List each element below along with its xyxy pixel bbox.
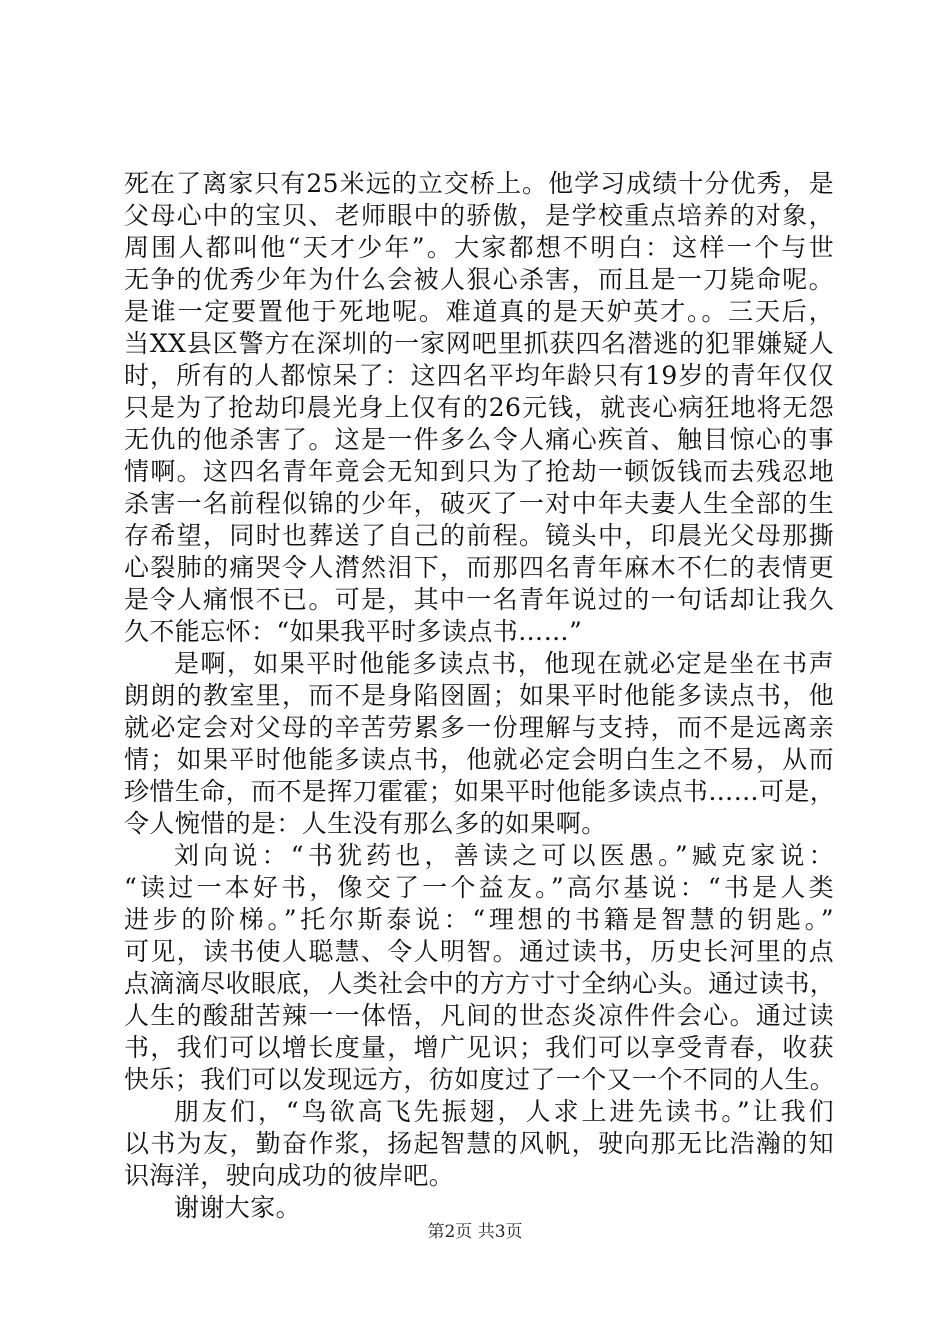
text-line: 点滴滴尽收眼底，人类社会中的方方寸寸全纳心头。通过读书， xyxy=(124,969,836,998)
closing-line: 谢谢大家。 xyxy=(174,1193,302,1222)
text-line: 就必定会对父母的辛苦劳累多一份理解与支持，而不是远离亲 xyxy=(124,713,834,742)
text-line: 可见，读书使人聪慧、令人明智。通过读书，历史长河里的点 xyxy=(124,937,834,966)
text-line: 父母心中的宝贝、老师眼中的骄傲，是学校重点培养的对象， xyxy=(124,201,834,230)
text-line: 无仇的他杀害了。这是一件多么令人痛心疾首、触目惊心的事 xyxy=(124,425,834,454)
page-number-footer: 第2页 共3页 xyxy=(427,1222,523,1242)
paragraph-start-line: 朋友们，“鸟欲高飞先振翅，人求上进先读书。”让我们 xyxy=(174,1097,834,1126)
text-line: 人生的酸甜苦辣一一体悟，凡间的世态炎凉件件会心。通过读 xyxy=(124,1001,834,1030)
text-line: 周围人都叫他“天才少年”。大家都想不明白：这样一个与世 xyxy=(124,233,834,262)
text-line: 只是为了抢劫印晨光身上仅有的26元钱，就丧心病狂地将无怨 xyxy=(124,393,834,422)
text-line: 快乐；我们可以发现远方，彷如度过了一个又一个不同的人生。 xyxy=(124,1065,836,1094)
paragraph-start-line: 刘向说：“书犹药也，善读之可以医愚。”臧克家说： xyxy=(174,841,834,870)
text-line: 死在了离家只有25米远的立交桥上。他学习成绩十分优秀，是 xyxy=(124,169,834,198)
text-line: 书，我们可以增长度量，增广见识；我们可以享受青春，收获 xyxy=(124,1033,834,1062)
paragraph-start-line: 是啊，如果平时他能多读点书，他现在就必定是坐在书声 xyxy=(174,649,834,678)
document-body xyxy=(124,168,834,1224)
text-line: 情啊。这四名青年竟会无知到只为了抢劫一顿饭钱而去残忍地 xyxy=(124,457,834,486)
text-line: 是谁一定要置他于死地呢。难道真的是天妒英才。。三天后， xyxy=(124,297,834,326)
text-line: 心裂肺的痛哭令人潸然泪下，而那四名青年麻木不仁的表情更 xyxy=(124,553,834,582)
text-line: 存希望，同时也葬送了自己的前程。镜头中，印晨光父母那撕 xyxy=(124,521,834,550)
text-line: 珍惜生命，而不是挥刀霍霍；如果平时他能多读点书……可是， xyxy=(124,777,836,806)
text-line: 识海洋，驶向成功的彼岸吧。 xyxy=(124,1161,455,1190)
text-line: 以书为友，勤奋作浆，扬起智慧的风帆，驶向那无比浩瀚的知 xyxy=(124,1129,834,1158)
text-line: 进步的阶梯。”托尔斯泰说：“理想的书籍是智慧的钥匙。” xyxy=(124,905,834,934)
text-line: 杀害一名前程似锦的少年，破灭了一对中年夫妻人生全部的生 xyxy=(124,489,834,518)
text-line: 情；如果平时他能多读点书，他就必定会明白生之不易，从而 xyxy=(124,745,834,774)
text-line: 久不能忘怀：“如果我平时多读点书……” xyxy=(124,617,583,646)
text-line: “读过一本好书，像交了一个益友。”高尔基说：“书是人类 xyxy=(124,873,834,902)
text-line: 无争的优秀少年为什么会被人狠心杀害，而且是一刀毙命呢。 xyxy=(124,265,834,294)
text-line: 时，所有的人都惊呆了：这四名平均年龄只有19岁的青年仅仅 xyxy=(124,361,834,390)
text-line: 当XX县区警方在深圳的一家网吧里抓获四名潜逃的犯罪嫌疑人 xyxy=(124,329,834,358)
text-line: 朗朗的教室里，而不是身陷囹圄；如果平时他能多读点书，他 xyxy=(124,681,834,710)
text-line: 令人惋惜的是：人生没有那么多的如果啊。 xyxy=(124,809,607,838)
text-line: 是令人痛恨不已。可是，其中一名青年说过的一句话却让我久 xyxy=(124,585,834,614)
